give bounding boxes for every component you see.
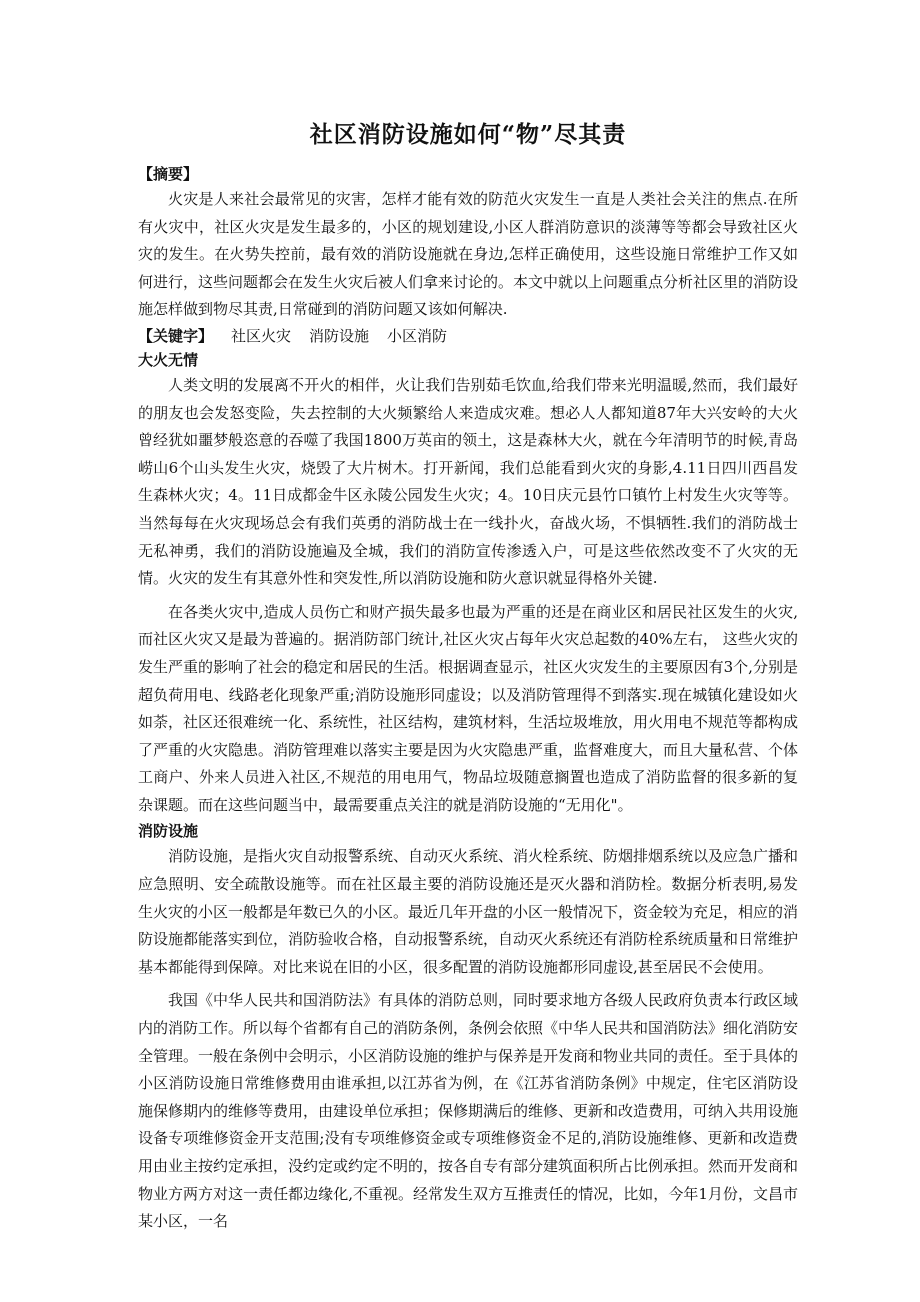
section-heading: 大火无情 — [138, 350, 199, 369]
abstract-text: 火灾是人来社会最常见的灾害，怎样才能有效的防范火灾发生一直是人类社会关注的焦点.在所有火灾中，社区火灾是发生最多的，小区的规划建设,小区人群消防意识的淡薄等等都会导致社区火灾的发生。在火势失控前，最有效的消防设施就在身边,怎样正确使用，这些设施日常维护工作又如何进行，这些问题都会在发生火灾后被人们拿来讨论的。本文中就以上问题重点分析社区里的消防设施怎样做到物尽其责,日常碰到的消防问题又该如何解决. — [138, 190, 799, 319]
keyword-item: 小区消防 — [387, 326, 448, 345]
keywords-label: 【关键字】 — [138, 326, 214, 345]
body-paragraph: 人类文明的发展离不开火的相伴，火让我们告别茹毛饮血,给我们带来光明温暖,然而，我们最好的朋友也会发怒变险，失去控制的大火频繁给人来造成灾难。想必人人都知道87年大兴安岭的大火曾经犹如噩梦般恣意的吞噬了我国1800万英亩的领土，这是森林大火，就在今年清明节的时候,青岛崂山6个山头发生火灾，烧毁了大片树木。打开新闻，我们总能看到火灾的身影,4.11日四川西昌发生森林火灾；4。11日成都金牛区永陵公园发生火灾；4。10日庆元县竹口镇竹上村发生火灾等等。当然每每在火灾现场总会有我们英勇的消防战士在一线扑火，奋战火场，不惧牺牲.我们的消防战士无私神勇，我们的消防设施遍及全城，我们的消防宣传渗透入户，可是这些依然改变不了火灾的无情。火灾的发生有其意外性和突发性,所以消防设施和防火意识就显得格外关键. — [138, 375, 798, 588]
keyword-item: 社区火灾 — [231, 326, 292, 345]
keyword-item: 消防设施 — [309, 326, 370, 345]
document-title: 社区消防设施如何“物”尽其责 — [309, 121, 627, 148]
document-page — [138, 118, 798, 1236]
keywords-line — [138, 324, 798, 348]
body-paragraph: 我国《中华人民共和国消防法》有具体的消防总则，同时要求地方各级人民政府负责本行政区域内的消防工作。所以每个省都有自己的消防条例，条例会依照《中华人民共和国消防法》细化消防安全管理。一般在条例中会明示，小区消防设施的维护与保养是开发商和物业共同的责任。至于具体的小区消防设施日常维修费用由谁承担,以江苏省为例，在《江苏省消防条例》中规定，住宅区消防设施保修期内的维修等费用，由建设单位承担；保修期满后的维修、更新和改造费用，可纳入共用设施设备专项维修资金开支范围;没有专项维修资金或专项维修资金不足的,消防设施维修、更新和改造费用由业主按约定承担，没约定或约定不明的，按各自专有部分建筑面积所占比例承担。然而开发商和物业方两方对这一责任都边缘化,不重视。经常发生双方互推责任的情况，比如，今年1月份，文昌市某小区，一名 — [138, 991, 799, 1231]
body-paragraph: 在各类火灾中,造成人员伤亡和财产损失最多也最为严重的还是在商业区和居民社区发生的火灾,而社区火灾又是最为普遍的。据消防部门统计,社区火灾占每年火灾总起数的40%左右， 这些火灾的发生严重的影响了社会的稳定和居民的生活。根据调查显示，社区火灾发生的主要原因有3个,分别是超负荷用电、线路老化现象严重;消防设施形同虚设；以及消防管理得不到落实.现在城镇化建设如火如荼，社区还很难统一化、系统性，社区结构，建筑材料，生活垃圾堆放，用火用电不规范等都构成了严重的火灾隐患。消防管理难以落实主要是因为火灾隐患严重，监督难度大，而且大量私营、个体工商户、外来人员进入社区,不规范的用电用气，物品垃圾随意搁置也造成了消防监督的很多新的复杂课题。而在这些问题当中，最需要重点关注的就是消防设施的“无用化"。 — [138, 602, 799, 814]
abstract-label: 【摘要】 — [138, 165, 199, 183]
body-paragraph: 消防设施，是指火灾自动报警系统、自动灭火系统、消火栓系统、防烟排烟系统以及应急广播和应急照明、安全疏散设施等。而在社区最主要的消防设施还是灭火器和消防栓。数据分析表明,易发生火灾的小区一般都是年数已久的小区。最近几年开盘的小区一般情况下，资金较为充足，相应的消防设施都能落实到位，消防验收合格，自动报警系统，自动灭火系统还有消防栓系统质量和日常维护基本都能得到保障。对比来说在旧的小区，很多配置的消防设施都形同虚设,甚至居民不会使用。 — [138, 847, 799, 976]
section-heading: 消防设施 — [138, 822, 199, 841]
